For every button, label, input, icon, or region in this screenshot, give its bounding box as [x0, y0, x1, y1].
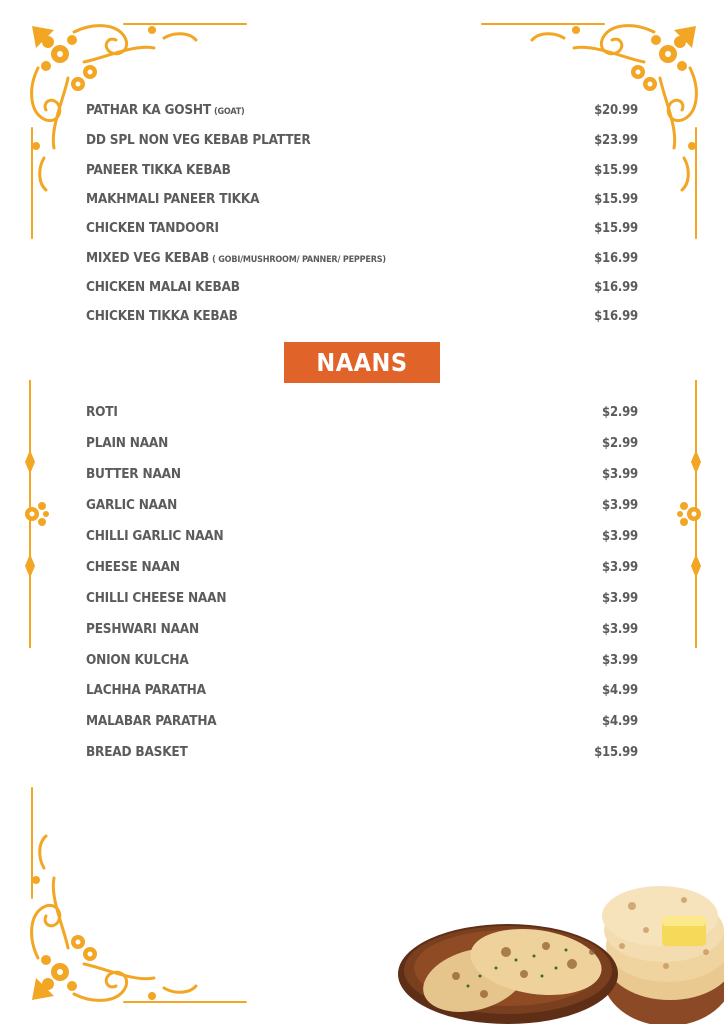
- naan-plate-image: [396, 876, 724, 1024]
- item-price: $4.99: [602, 682, 638, 698]
- menu-item: [86, 557, 638, 577]
- item-price: $20.99: [594, 102, 638, 118]
- item-price: $3.99: [602, 621, 638, 637]
- item-price: $4.99: [602, 713, 638, 729]
- item-name: PANEER TIKKA KEBAB: [86, 162, 231, 178]
- menu-item: [86, 277, 638, 297]
- item-price: $16.99: [594, 250, 638, 266]
- item-price: $16.99: [594, 308, 638, 324]
- item-name: BREAD BASKET: [86, 744, 188, 760]
- item-name: DD SPL NON VEG KEBAB PLATTER: [86, 132, 311, 148]
- item-price: $3.99: [602, 590, 638, 606]
- item-price: $3.99: [602, 497, 638, 513]
- menu-item: [86, 526, 638, 546]
- item-name: GARLIC NAAN: [86, 497, 178, 513]
- menu-item: [86, 680, 638, 700]
- side-ornament-left-icon: [22, 380, 50, 648]
- item-name: CHEESE NAAN: [86, 559, 180, 575]
- item-note: ( GOBI/MUSHROOM/ PANNER/ PEPPERS): [212, 255, 386, 265]
- item-name: CHICKEN MALAI KEBAB: [86, 279, 240, 295]
- item-price: $15.99: [594, 191, 638, 207]
- item-name: PESHWARI NAAN: [86, 621, 199, 637]
- item-price: $15.99: [594, 162, 638, 178]
- item-name: CHILLI GARLIC NAAN: [86, 528, 224, 544]
- menu-item: [86, 742, 638, 762]
- item-price: $16.99: [594, 279, 638, 295]
- item-name: ROTI: [86, 404, 118, 420]
- item-name: PLAIN NAAN: [86, 435, 169, 451]
- item-name: MIXED VEG KEBAB: [86, 250, 210, 266]
- menu-item: [86, 619, 638, 639]
- item-name: MAKHMALI PANEER TIKKA: [86, 191, 260, 207]
- item-price: $2.99: [602, 435, 638, 451]
- item-name: CHICKEN TANDOORI: [86, 220, 219, 236]
- side-ornament-right-icon: [676, 380, 704, 648]
- menu-item: [86, 189, 638, 209]
- item-name: CHICKEN TIKKA KEBAB: [86, 308, 238, 324]
- menu-item: [86, 218, 638, 238]
- menu-item: [86, 100, 638, 120]
- item-price: $23.99: [594, 132, 638, 148]
- menu-item: [86, 495, 638, 515]
- item-name: LACHHA PARATHA: [86, 682, 206, 698]
- menu-item: [86, 588, 638, 608]
- menu-item: [86, 306, 638, 326]
- item-price: $3.99: [602, 652, 638, 668]
- item-name: MALABAR PARATHA: [86, 713, 217, 729]
- menu-item: [86, 402, 638, 422]
- menu-item: [86, 433, 638, 453]
- menu-item: [86, 248, 638, 268]
- menu-item: [86, 711, 638, 731]
- menu-item: [86, 160, 638, 180]
- item-name: BUTTER NAAN: [86, 466, 181, 482]
- section-title-naans: NAANS: [284, 342, 440, 383]
- item-price: $15.99: [594, 220, 638, 236]
- item-price: $3.99: [602, 528, 638, 544]
- menu-item: [86, 464, 638, 484]
- item-price: $3.99: [602, 559, 638, 575]
- corner-ornament-bottom-left-icon: [24, 786, 250, 1008]
- item-price: $15.99: [594, 744, 638, 760]
- item-note: (GOAT): [213, 107, 245, 117]
- item-price: $2.99: [602, 404, 638, 420]
- item-name: PATHAR KA GOSHT: [86, 102, 211, 118]
- menu-item: [86, 130, 638, 150]
- item-name: CHILLI CHEESE NAAN: [86, 590, 227, 606]
- item-price: $3.99: [602, 466, 638, 482]
- item-name: ONION KULCHA: [86, 652, 189, 668]
- menu-item: [86, 650, 638, 670]
